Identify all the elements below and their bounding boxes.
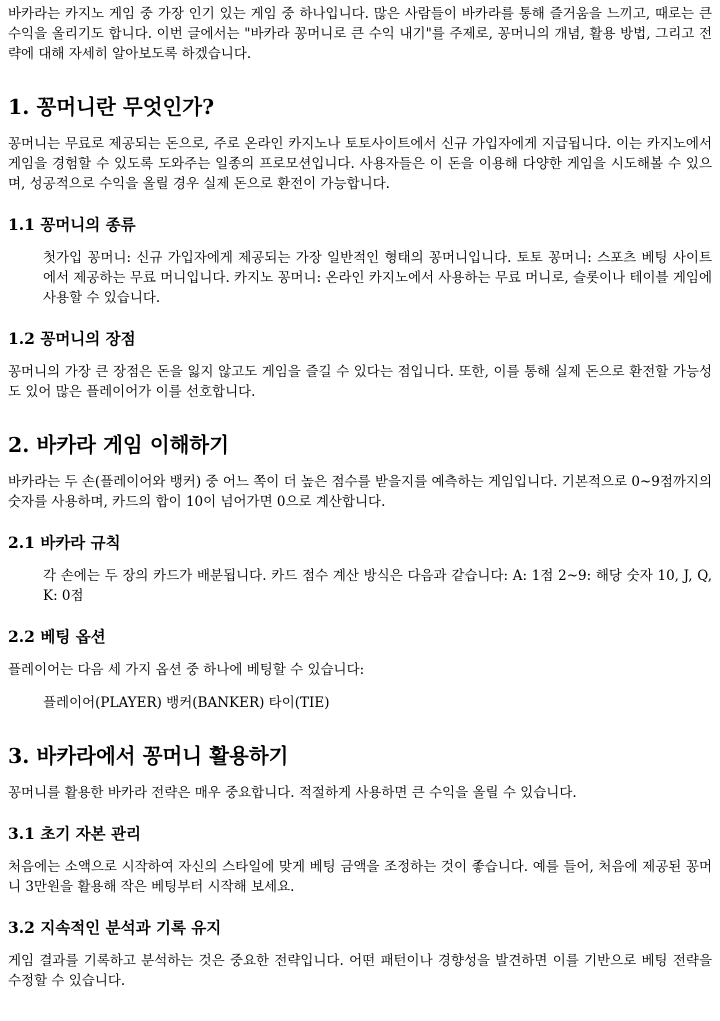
- subsection-heading: 1.1 꽁머니의 종류: [8, 215, 136, 234]
- intro-paragraph: 바카라는 카지노 게임 중 가장 인기 있는 게임 중 하나입니다. 많은 사람들이 바카라를 통해 즐거움을 느끼고, 때로는 큰 수익을 올리기도 합니다. 이번 글에서는 "바카라 꽁머니로 큰 수익 내기"를 주제로, 꽁머니의 개념, 활용 방법, 그리고 전략에 대해 자세히 알아보도록 하겠습니다.: [8, 6, 712, 62]
- subsection-heading: 2.1 바카라 규칙: [8, 533, 121, 552]
- section-paragraph: 처음에는 소액으로 시작하여 자신의 스타일에 맞게 베팅 금액을 조정하는 것이 좋습니다. 예를 들어, 처음에 제공된 꽁머니 3만원을 활용해 작은 베팅부터 시작해 보세요.: [8, 859, 712, 895]
- section-heading: 1. 꽁머니란 무엇인가?: [8, 95, 215, 119]
- section-paragraph: 꽁머니의 가장 큰 장점은 돈을 잃지 않고도 게임을 즐길 수 있다는 점입니다. 또한, 이를 통해 실제 돈으로 환전할 가능성도 있어 많은 플레이어가 이를 선호합니다.: [8, 364, 712, 400]
- section-heading: 3. 바카라에서 꽁머니 활용하기: [8, 744, 289, 768]
- section-heading: 2. 바카라 게임 이해하기: [8, 433, 230, 457]
- article: [0, 4, 720, 991]
- subsection-heading: 2.2 베팅 옵션: [8, 627, 106, 646]
- indented-paragraph: 첫가입 꽁머니: 신규 가입자에게 제공되는 가장 일반적인 형태의 꽁머니입니다. 토토 꽁머니: 스포츠 베팅 사이트에서 제공하는 무료 머니입니다. 카지노 꽁머니: 온라인 카지노에서 사용하는 무료 머니로, 슬롯이나 테이블 게임에 사용할 수 있습니다.: [43, 250, 712, 306]
- section-paragraph: 꽁머니를 활용한 바카라 전략은 매우 중요합니다. 적절하게 사용하면 큰 수익을 올릴 수 있습니다.: [8, 785, 577, 801]
- section-paragraph: 꽁머니는 무료로 제공되는 돈으로, 주로 온라인 카지노나 토토사이트에서 신규 가입자에게 지급됩니다. 이는 카지노에서 게임을 경험할 수 있도록 도와주는 일종의 프로모션입니다. 사용자들은 이 돈을 이용해 다양한 게임을 시도해볼 수 있으며, 성공적으로 수익을 올릴 경우 실제 돈으로 환전이 가능합니다.: [8, 136, 712, 192]
- section-paragraph: 바카라는 두 손(플레이어와 뱅커) 중 어느 쪽이 더 높은 점수를 받을지를 예측하는 게임입니다. 기본적으로 0~9점까지의 숫자를 사용하며, 카드의 합이 10이 넘어가면 0으로 계산합니다.: [8, 474, 712, 510]
- indented-paragraph: 플레이어(PLAYER) 뱅커(BANKER) 타이(TIE): [43, 695, 330, 711]
- section-paragraph: 게임 결과를 기록하고 분석하는 것은 중요한 전략입니다. 어떤 패턴이나 경향성을 발견하면 이를 기반으로 베팅 전략을 수정할 수 있습니다.: [8, 953, 712, 989]
- subsection-heading: 3.2 지속적인 분석과 기록 유지: [8, 918, 222, 937]
- section-paragraph: 플레이어는 다음 세 가지 옵션 중 하나에 베팅할 수 있습니다:: [8, 662, 365, 678]
- indented-paragraph: 각 손에는 두 장의 카드가 배분됩니다. 카드 점수 계산 방식은 다음과 같습니다: A: 1점 2~9: 해당 숫자 10, J, Q, K: 0점: [43, 568, 712, 604]
- subsection-heading: 1.2 꽁머니의 장점: [8, 329, 136, 348]
- subsection-heading: 3.1 초기 자본 관리: [8, 824, 141, 843]
